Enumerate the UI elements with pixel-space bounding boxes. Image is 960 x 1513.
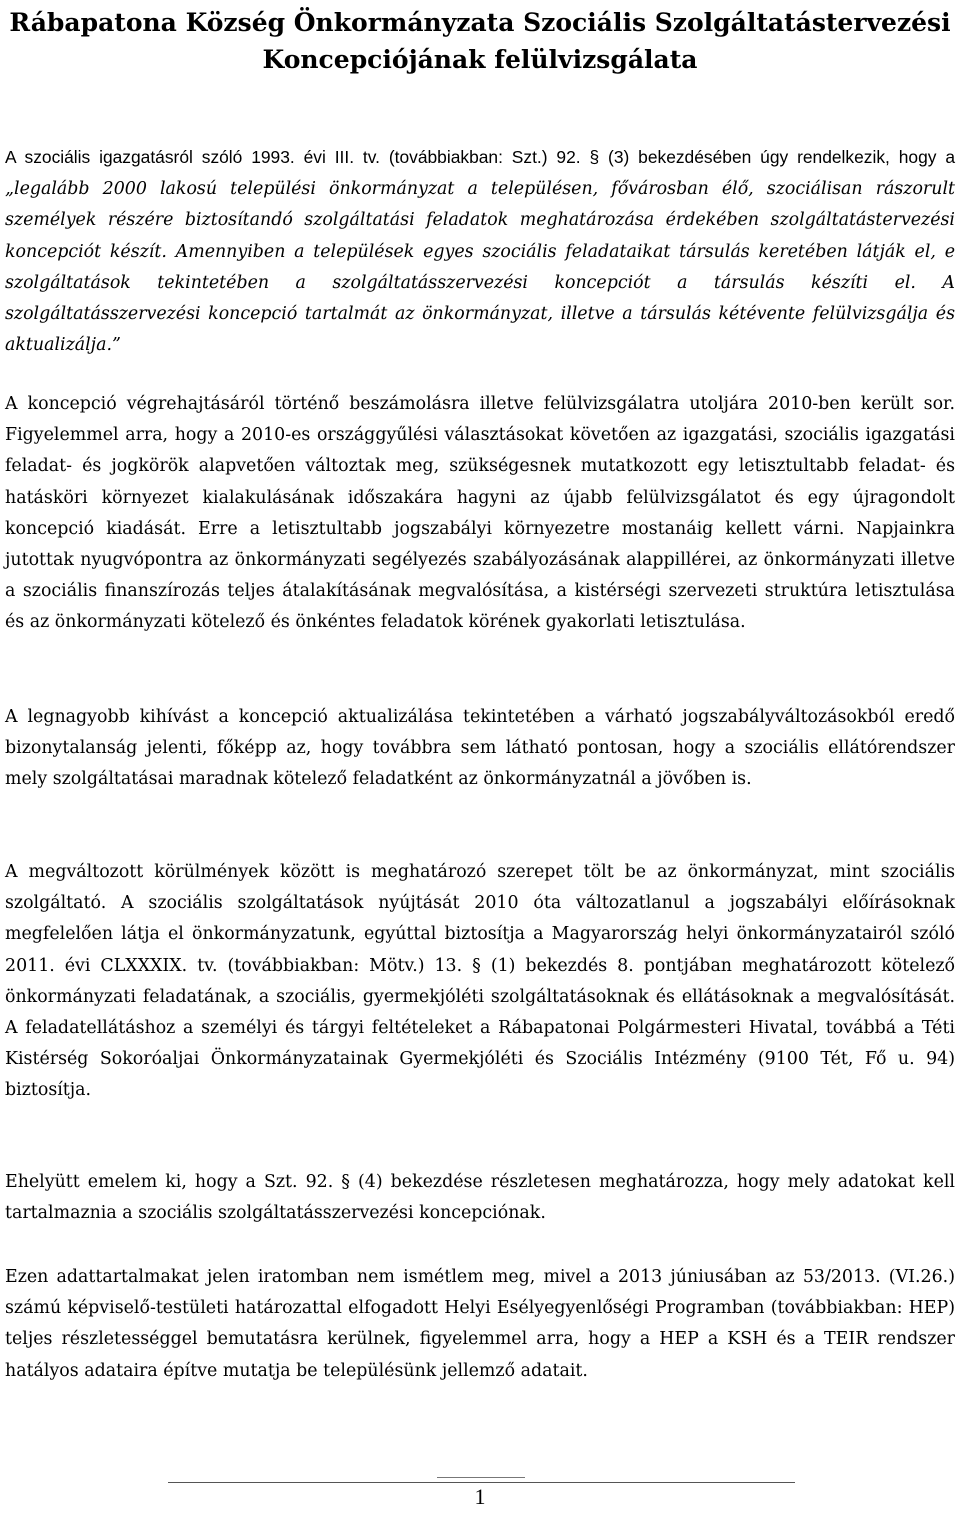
paragraph-legal-basis [5, 142, 955, 361]
paragraph-review-history: A koncepció végrehajtásáról történő beszámolásra illetve felülvizsgálatra utoljára 2010-ben került sor. Figyelemmel arra, hogy a 2010-es országgyűlési választásokat követően az igazgatási, szociális igazgatási feladat- és jogkörök alapvetően változtak meg, szükségesnek mutatkozott egy letisztultabb feladat- és hatásköri környezet kialakulásának időszakára hagyni az újabb felülvizsgálatot és egy újragondolt koncepció kiadását. Erre a letisztultabb jogszabályi környezetre mostanáig kellett várni. Napjainkra jutottak nyugvópontra az önkormányzati segélyezés szabályozásának alappillérei, az önkormányzati illetve a szociális finanszírozás teljes átalakításának megvalósítása, a kistérségi szervezeti struktúra letisztulása és az önkormányzati kötelező és önkéntes feladatok körének gyakorlati letisztulása. [5, 394, 955, 633]
paragraph-municipal-role: A megváltozott körülmények között is meghatározó szerepet tölt be az önkormányzat, mint szociális szolgáltató. A szociális szolgáltatások nyújtását 2010 óta változatlanul a jogszabályi előírásoknak megfelelően látja el önkormányzatunk, egyúttal biztosítja a Magyarország helyi önkormányzatairól szóló 2011. évi CLXXXIX. tv. (továbbiakban: Mötv.) 13. § (1) bekezdés 8. pontjában meghatározott kötelező önkormányzati feladatának, a szociális, gyermekjóléti szolgáltatásoknak és ellátásoknak a megvalósítását. A feladatellátáshoz a személyi és tárgyi feltételeket a Rábapatonai Polgármesteri Hivatal, továbbá a Téti Kistérség Sokoróaljai Önkormányzatainak Gyermekjóléti és Szociális Intézmény (9100 Tét, Fő u. 94) biztosítja. [5, 862, 955, 1101]
title-line-1: Rábapatona Község Önkormányzata Szociális Szolgáltatástervezési [9, 8, 951, 37]
legal-quote: „legalább 2000 lakosú települési önkormányzat a településen, fővárosban élő, szociálisan rászorult személyek részére biztosítandó szolgáltatási feladatok meghatározása érdekében szolgáltatástervezési koncepciót készít. Amennyiben a települések egyes szociális feladataikat társulás keretében látják el, e szolgáltatások tekintetében a szolgáltatásszervezési koncepciót a társulás készíti el. A szolgáltatásszervezési koncepció tartalmát az önkormányzat, illetve a társulás kétévente felülvizsgálja és aktualizálja.” [5, 179, 955, 356]
title-line-2: Koncepciójának felülvizsgálata [262, 45, 698, 74]
paragraph-data-requirements: Ehelyütt emelem ki, hogy a Szt. 92. § (4) bekezdése részletesen meghatározza, hogy mely adatokat kell tartalmaznia a szociális szolgáltatásszervezési koncepciónak. [5, 1172, 955, 1224]
paragraph-challenges: A legnagyobb kihívást a koncepció aktualizálása tekintetében a várható jogszabályváltozásokból eredő bizonytalanság jelenti, főképp az, hogy továbbra sem látható pontosan, hogy a szociális ellátórendszer mely szolgáltatásai maradnak kötelező feladatként az önkormányzatnál a jövőben is. [5, 707, 955, 790]
paragraph-intro: A szociális igazgatásról szóló 1993. évi III. tv. (továbbiakban: Szt.) 92. § (3) bekezdésében úgy rendelkezik, hogy a [5, 147, 955, 167]
footer-divider-short [437, 1477, 525, 1478]
paragraph-hep-reference: Ezen adattartalmakat jelen iratomban nem ismétlem meg, mivel a 2013 júniusában az 53/2013. (VI.26.) számú képviselő-testületi határozattal elfogadott Helyi Esélyegyenlőségi Programban (továbbiakban: HEP) teljes részletességgel bemutatásra kerülnek, figyelemmel arra, hogy a HEP a KSH és a TEIR rendszer hatályos adataira építve mutatja be településünk jellemző adatait. [5, 1267, 955, 1381]
page-number: 1 [474, 1484, 486, 1509]
footer-divider [168, 1482, 795, 1483]
document-title [0, 4, 960, 78]
